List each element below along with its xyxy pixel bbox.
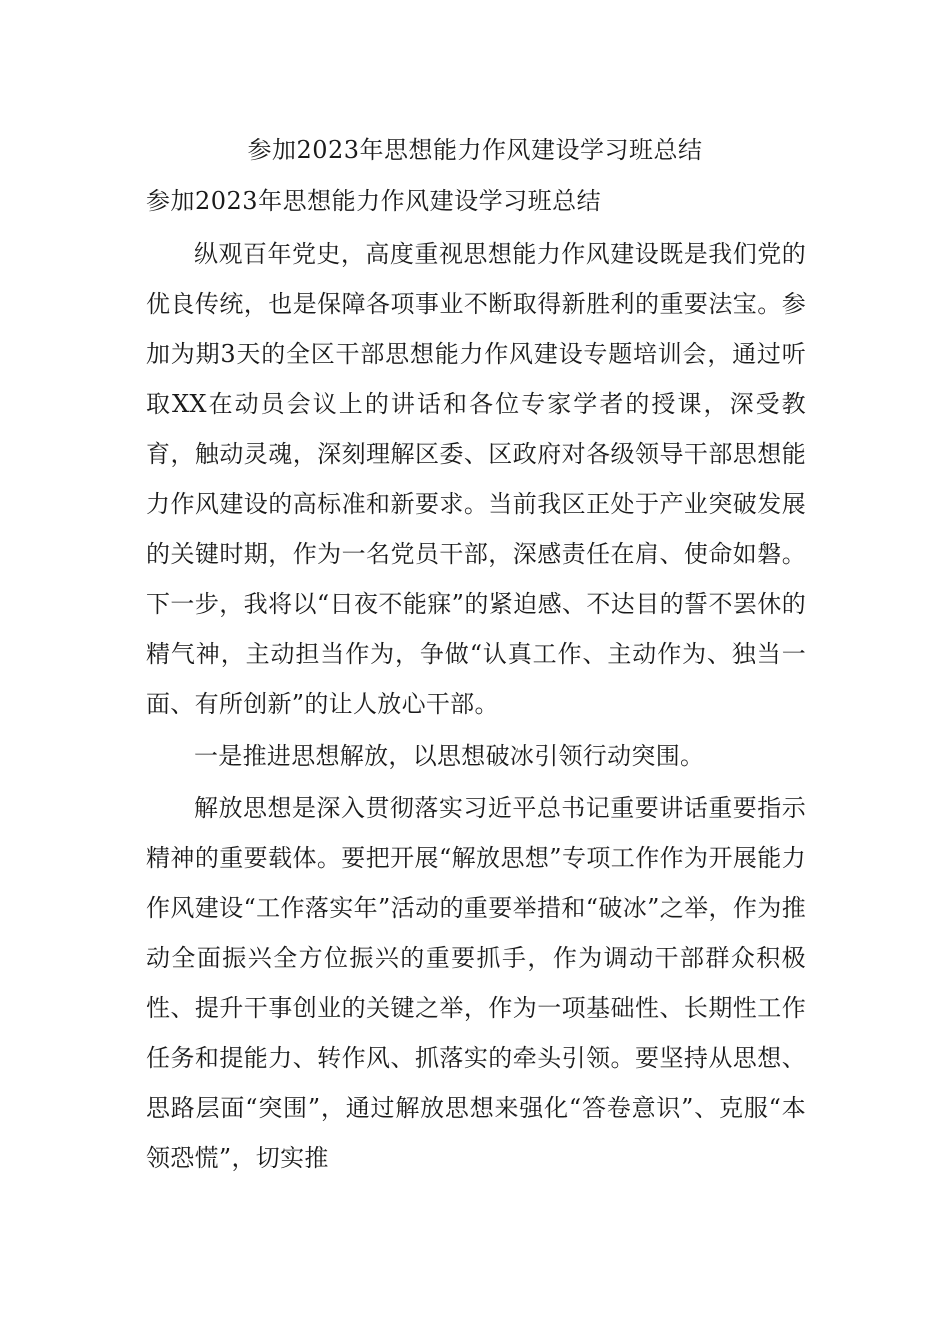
section-heading-one: 一是推进思想解放，以思想破冰引领行动突围。 — [194, 742, 705, 770]
document-subtitle: 参加2023年思想能力作风建设学习班总结 — [146, 187, 602, 215]
document-title: 参加2023年思想能力作风建设学习班总结 — [247, 136, 703, 164]
paragraph-intro: 纵观百年党史，高度重视思想能力作风建设既是我们党的优良传统，也是保障各项事业不断取得新胜利的重要法宝。参加为期3天的全区干部思想能力作风建设专题培训会，通过听取XX在动员会议上的讲话和各位专家学者的授课，深受教育，触动灵魂，深刻理解区委、区政府对各级领导干部思想能力作风建设的高标准和新要求。当前我区正处于产业突破发展的关键时期，作为一名党员干部，深感责任在肩、使命如磐。下一步，我将以“日夜不能寐”的紧迫感、不达目的誓不罢休的精气神，主动担当作为，争做“认真工作、主动作为、独当一面、有所创新”的让人放心干部。 — [146, 240, 806, 718]
document-body — [146, 229, 806, 1183]
paragraph-liberation: 解放思想是深入贯彻落实习近平总书记重要讲话重要指示精神的重要载体。要把开展“解放思想”专项工作作为开展能力作风建设“工作落实年”活动的重要举措和“破冰”之举，作为推动全面振兴全方位振兴的重要抓手，作为调动干部群众积极性、提升干事创业的关键之举，作为一项基础性、长期性工作任务和提能力、转作风、抓落实的牵头引领。要坚持从思想、思路层面“突围”，通过解放思想来强化“答卷意识”、克服“本领恐慌”，切实推 — [146, 794, 806, 1172]
